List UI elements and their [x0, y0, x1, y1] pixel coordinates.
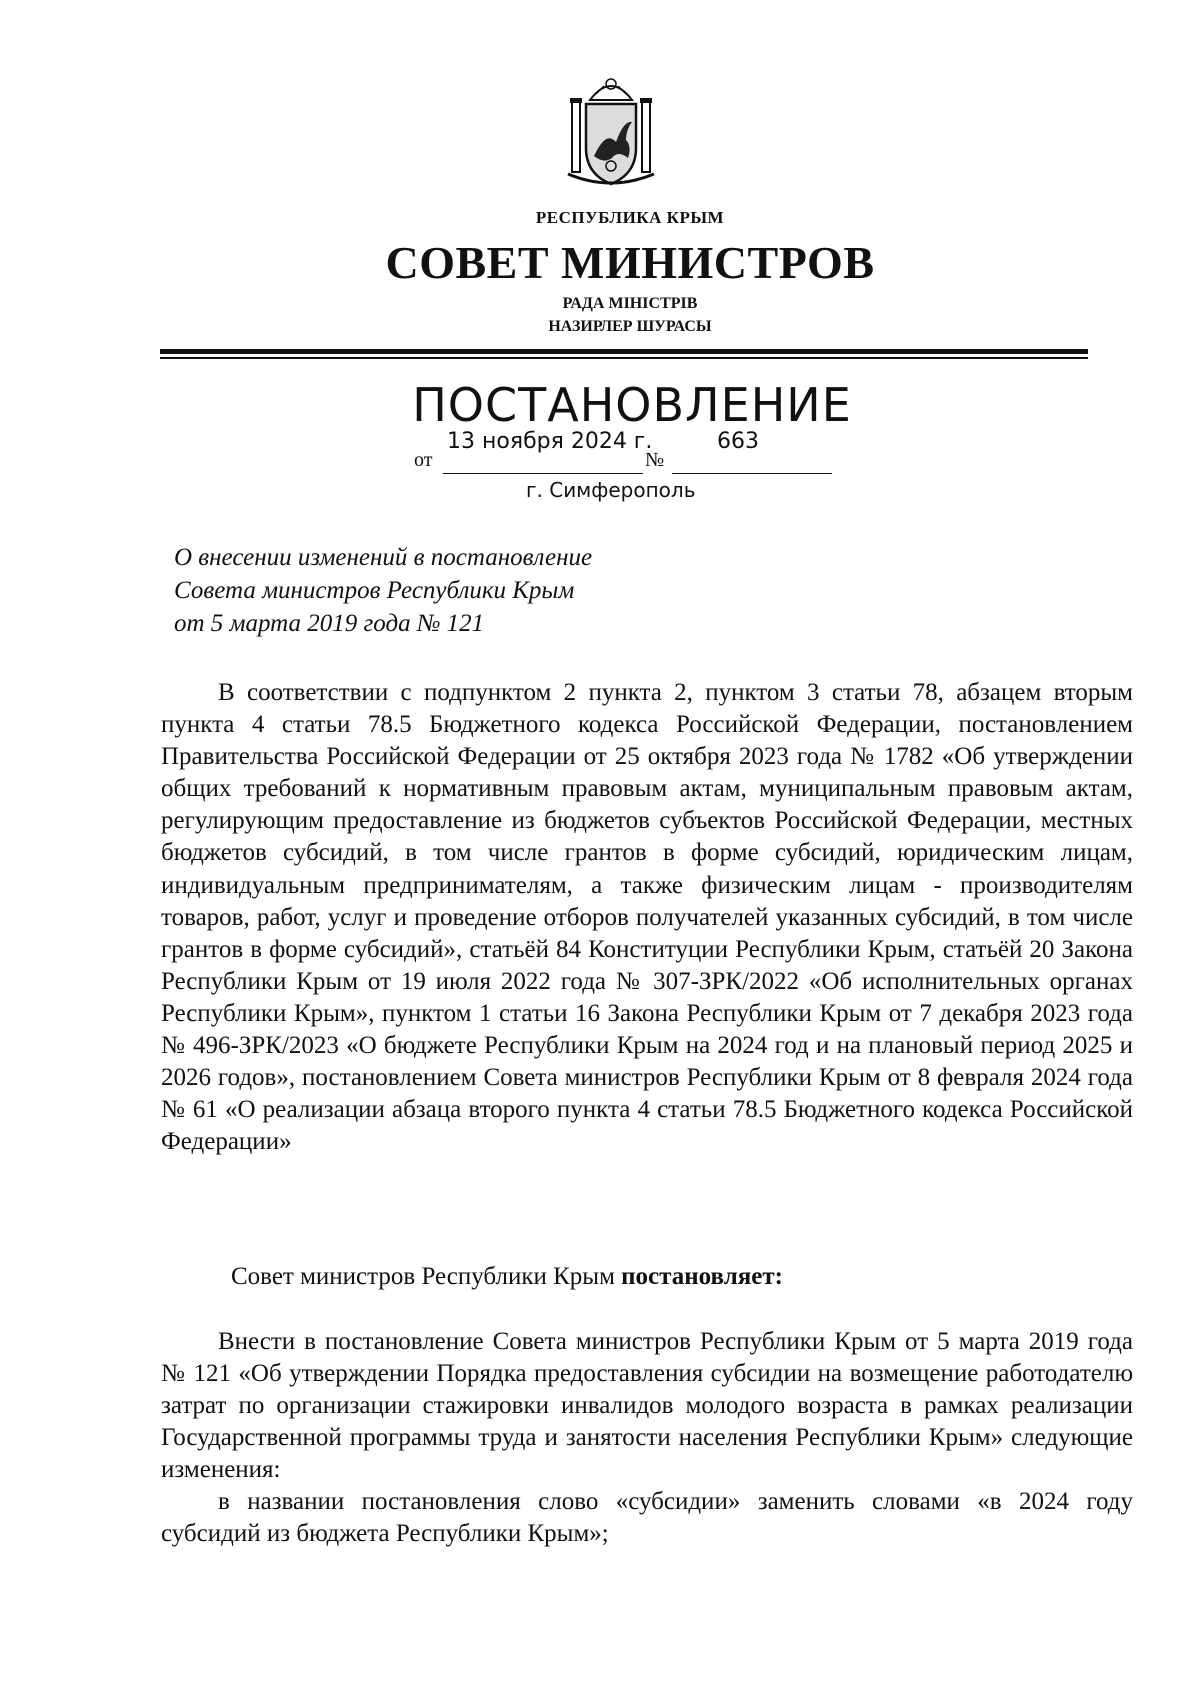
header-divider-thick: [160, 349, 1088, 354]
amendment-paragraph: Внести в постановление Совета министров Республики Крым от 5 марта 2019 года № 121 «Об утверждении Порядка предоставления субсидии на возмещение работодателю затрат по организации стажировки инвалидов молодого возраста в рамках реализации Государственной программы труда и занятости населения Республики Крым» следующие изменения:: [161, 1328, 1133, 1484]
number-underline: [672, 473, 832, 474]
council-of-ministers-title: СОВЕТ МИНИСТРОВ: [385, 237, 875, 288]
crimea-coat-of-arms-emblem: [566, 70, 656, 188]
subject-line: от 5 марта 2019 года № 121: [174, 610, 485, 637]
document-type-title: ПОСТАНОВЛЕНИЕ: [412, 378, 852, 432]
resolves-text: Совет министров Республики Крым: [231, 1263, 622, 1290]
resolves-keyword: постановляет:: [621, 1263, 783, 1290]
decree-number-value: 663: [717, 429, 759, 454]
date-underline: [443, 473, 643, 474]
decree-date-value: 13 ноября 2024 г.: [447, 429, 653, 454]
resolves-paragraph: [231, 1261, 1131, 1293]
subject-line: Совета министров Республики Крым: [174, 577, 575, 604]
change-item-paragraph: в названии постановления слово «субсидии» заменить словами «в 2024 году субсидий из бюджета Республики Крым»;: [161, 1488, 1133, 1548]
number-label: №: [645, 449, 665, 471]
date-label: от: [414, 449, 433, 471]
header-divider-thin: [160, 357, 1088, 359]
republic-name: РЕСПУБЛИКА КРЫМ: [535, 208, 725, 227]
city-name: г. Симферополь: [526, 478, 696, 502]
preamble-paragraph: В соответствии с подпунктом 2 пункта 2, пунктом 3 статьи 78, абзацем вторым пункта 4 статьи 78.5 Бюджетного кодекса Российской Федерации, постановлением Правительства Российской Федерации от 25 октября 2023 года № 1782 «Об утверждении общих требований к нормативным правовым актам, муниципальным правовым актам, регулирующим предоставление из бюджетов субъектов Российской Федерации, местных бюджетов субсидий, в том числе грантов в форме субсидий, юридическим лицам, индивидуальным предпринимателям, а также физическим лицам - производителям товаров, работ, услуг и проведение отборов получателей указанных субсидий, в том числе грантов в форме субсидий», статьёй 84 Конституции Республики Крым, статьёй 20 Закона Республики Крым от 19 июля 2022 года № 307-ЗРК/2022 «Об исполнительных органах Республики Крым», пунктом 1 статьи 16 Закона Республики Крым от 7 декабря 2023 года № 496-ЗРК/2023 «О бюджете Республики Крым на 2024 год и на плановый период 2025 и 2026 годов», постановлением Совета министров Республики Крым от 8 февраля 2024 года № 61 «О реализации абзаца второго пункта 4 статьи 78.5 Бюджетного кодекса Российской Федерации»: [161, 679, 1133, 1156]
council-name-crimean-tatar: НАЗИРЛЕР ШУРАСЫ: [548, 318, 712, 335]
council-name-ukrainian: РАДА МІНІСТРІВ: [562, 295, 698, 312]
subject-line: О внесении изменений в постановление: [174, 544, 593, 571]
decree-subject: [174, 541, 592, 640]
